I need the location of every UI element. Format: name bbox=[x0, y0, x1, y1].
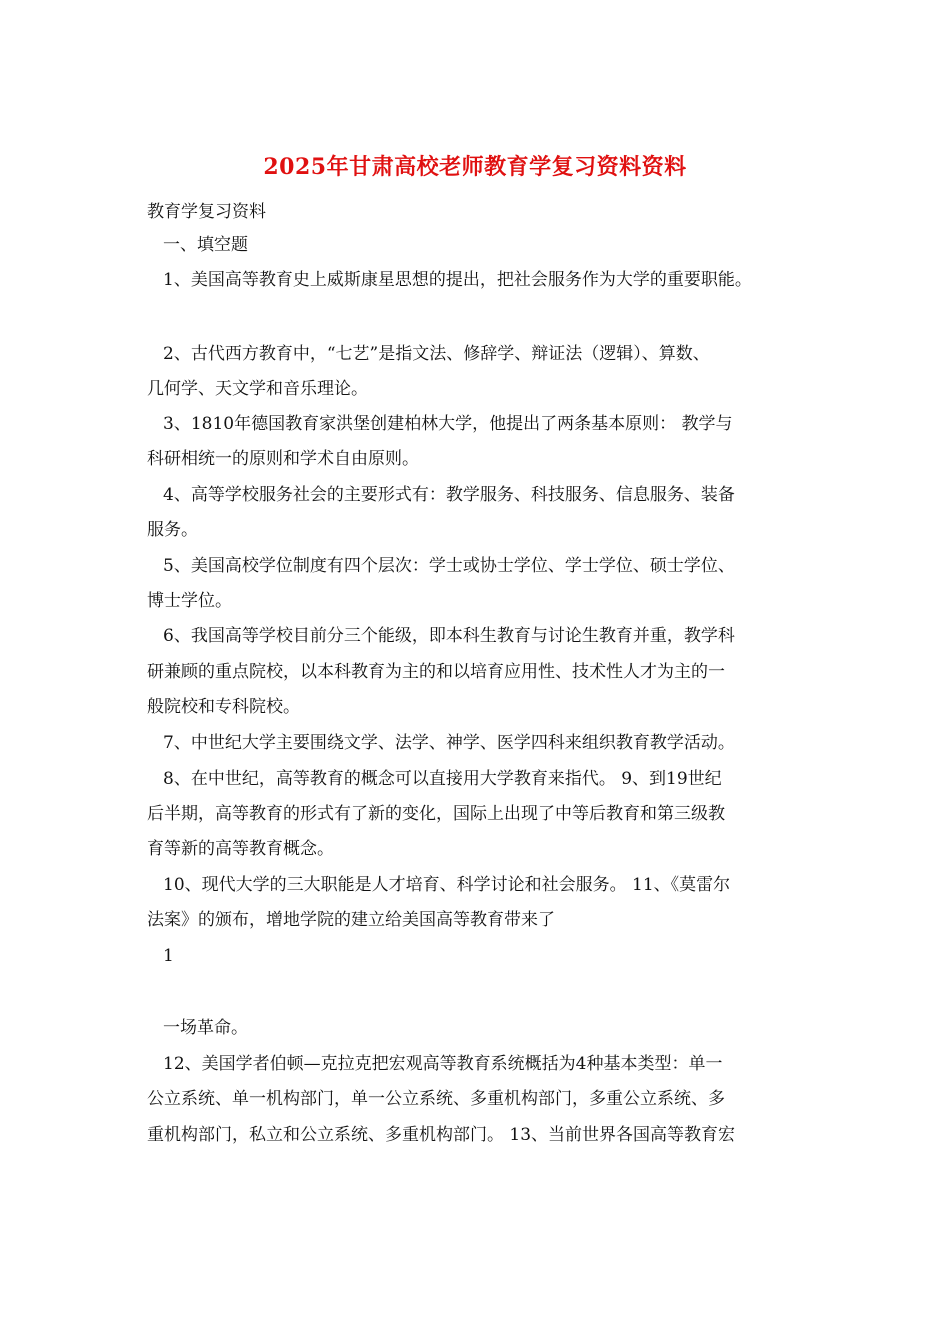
text-line: 般院校和专科院校。 bbox=[147, 697, 300, 717]
text-line: 法案》的颁布，增地学院的建立给美国高等教育带来了 bbox=[147, 910, 555, 930]
text-line: 重机构部门，私立和公立系统、多重机构部门。 13、当前世界各国高等教育宏 bbox=[147, 1125, 736, 1145]
text-line: 5、美国高校学位制度有四个层次：学士或协士学位、学士学位、硕士学位、 bbox=[163, 556, 735, 576]
text-line: 后半期，高等教育的形式有了新的变化，国际上出现了中等后教育和第三级教 bbox=[147, 804, 725, 824]
text-line: 2、古代西方教育中，“七艺”是指文法、修辞学、辩证法（逻辑）、算数、 bbox=[163, 344, 710, 364]
text-line: 服务。 bbox=[147, 520, 198, 540]
text-line: 公立系统、单一机构部门，单一公立系统、多重机构部门，多重公立系统、多 bbox=[147, 1089, 725, 1109]
text-line: 10、现代大学的三大职能是人才培育、科学讨论和社会服务。 11、《莫雷尔 bbox=[163, 875, 731, 895]
section-heading: 一、填空题 bbox=[163, 235, 248, 255]
text-line: 3、1810年德国教育家洪堡创建柏林大学，他提出了两条基本原则： 教学与 bbox=[163, 414, 733, 434]
text-line: 1、美国高等教育史上威斯康星思想的提出，把社会服务作为大学的重要职能。 bbox=[163, 270, 752, 290]
document-subtitle: 教育学复习资料 bbox=[147, 202, 266, 222]
text-line: 4、高等学校服务社会的主要形式有：教学服务、科技服务、信息服务、装备 bbox=[163, 485, 735, 505]
document-title: 2025年甘肃高校老师教育学复习资料资料 bbox=[263, 154, 687, 180]
text-line: 12、美国学者伯顿—克拉克把宏观高等教育系统概括为4种基本类型：单一 bbox=[163, 1054, 723, 1074]
text-line: 博士学位。 bbox=[147, 591, 232, 611]
text-line: 7、中世纪大学主要围绕文学、法学、神学、医学四科来组织教育教学活动。 bbox=[163, 733, 735, 753]
page-number: 1 bbox=[163, 946, 174, 966]
text-line: 一场革命。 bbox=[163, 1018, 248, 1038]
text-line: 科研相统一的原则和学术自由原则。 bbox=[147, 449, 419, 469]
text-line: 研兼顾的重点院校，以本科教育为主的和以培育应用性、技术性人才为主的一 bbox=[147, 662, 725, 682]
text-line: 6、我国高等学校目前分三个能级，即本科生教育与讨论生教育并重，教学科 bbox=[163, 626, 735, 646]
text-line: 8、在中世纪，高等教育的概念可以直接用大学教育来指代。 9、到19世纪 bbox=[163, 769, 722, 789]
text-line: 几何学、天文学和音乐理论。 bbox=[147, 379, 368, 399]
text-line: 育等新的高等教育概念。 bbox=[147, 839, 334, 859]
